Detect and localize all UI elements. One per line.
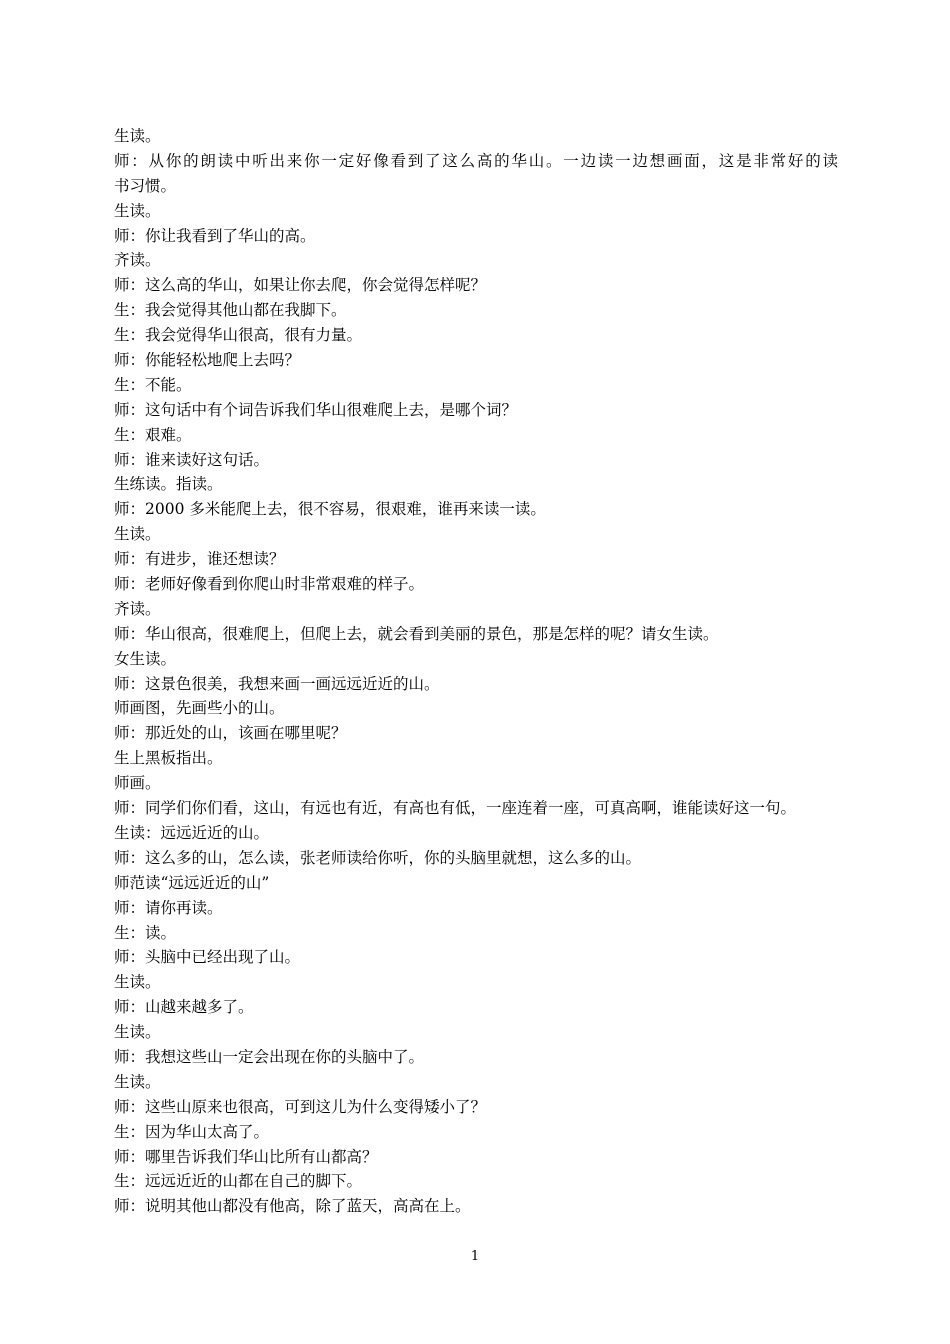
transcript-line: 师：这么多的山，怎么读，张老师读给你听，你的头脑里就想，这么多的山。 bbox=[114, 848, 642, 867]
transcript-line: 师：我想这些山一定会出现在你的头脑中了。 bbox=[114, 1047, 425, 1066]
transcript-line: 生读。 bbox=[114, 973, 161, 992]
transcript-line: 生：因为华山太高了。 bbox=[114, 1122, 270, 1141]
transcript-line: 师：你让我看到了华山的高。 bbox=[114, 226, 316, 245]
transcript-line: 师：谁来读好这句话。 bbox=[114, 450, 270, 469]
transcript-line: 师画。 bbox=[114, 774, 161, 793]
transcript-line: 书习惯。 bbox=[114, 176, 177, 195]
transcript-line: 齐读。 bbox=[114, 251, 161, 270]
transcript-line: 师：请你再读。 bbox=[114, 898, 223, 917]
transcript-line: 师：华山很高，很难爬上，但爬上去，就会看到美丽的景色，那是怎样的呢？请女生读。 bbox=[114, 624, 719, 643]
transcript-line: 生读。 bbox=[114, 127, 161, 145]
transcript-line: 师：山越来越多了。 bbox=[114, 998, 254, 1017]
transcript-body bbox=[114, 124, 838, 1219]
transcript-line: 女生读。 bbox=[114, 649, 177, 668]
transcript-line: 生：不能。 bbox=[114, 375, 192, 394]
transcript-line: 生读。 bbox=[114, 1023, 161, 1042]
transcript-line: 生读：远远近近的山。 bbox=[114, 823, 270, 842]
transcript-line: 师：同学们你们看，这山，有远也有近，有高也有低，一座连着一座，可真高啊，谁能读好这一句。 bbox=[114, 799, 797, 818]
page-number: 1 bbox=[470, 1249, 480, 1264]
transcript-line: 师：这些山原来也很高，可到这儿为什么变得矮小了？ bbox=[114, 1097, 487, 1116]
transcript-line: 师范读“远远近近的山” bbox=[114, 873, 270, 892]
transcript-line: 齐读。 bbox=[114, 599, 161, 618]
transcript-line: 师：你能轻松地爬上去吗？ bbox=[114, 351, 301, 370]
transcript-line: 生读。 bbox=[114, 201, 161, 220]
transcript-line: 生读。 bbox=[114, 1072, 161, 1091]
transcript-line: 生上黑板指出。 bbox=[114, 749, 223, 768]
transcript-line: 师：有进步，谁还想读？ bbox=[114, 550, 285, 569]
transcript-line: 师：这句话中有个词告诉我们华山很难爬上去，是哪个词？ bbox=[114, 400, 518, 419]
transcript-line: 生读。 bbox=[114, 525, 161, 544]
transcript-line: 师：老师好像看到你爬山时非常艰难的样子。 bbox=[114, 575, 425, 594]
transcript-line: 生：读。 bbox=[114, 923, 177, 942]
transcript-line: 师：头脑中已经出现了山。 bbox=[114, 948, 301, 967]
transcript-line: 师：从你的朗读中听出来你一定好像看到了这么高的华山。一边读一边想画面，这是非常好的读 bbox=[114, 151, 838, 170]
transcript-line: 生：我会觉得华山很高，很有力量。 bbox=[114, 326, 363, 345]
transcript-line: 生练读。指读。 bbox=[114, 475, 223, 494]
transcript-line: 师：哪里告诉我们华山比所有山都高？ bbox=[114, 1147, 378, 1166]
transcript-line: 师：说明其他山都没有他高，除了蓝天，高高在上。 bbox=[114, 1197, 471, 1216]
transcript-line: 生：我会觉得其他山都在我脚下。 bbox=[114, 301, 347, 320]
transcript-line: 生：远远近近的山都在自己的脚下。 bbox=[114, 1172, 363, 1191]
transcript-line: 师：那近处的山，该画在哪里呢？ bbox=[114, 724, 347, 743]
transcript-line: 师：这么高的华山，如果让你去爬，你会觉得怎样呢？ bbox=[114, 276, 487, 295]
transcript-line: 师：2000 多米能爬上去，很不容易，很艰难，谁再来读一读。 bbox=[114, 500, 546, 519]
transcript-line: 师画图，先画些小的山。 bbox=[114, 699, 285, 718]
transcript-line: 师：这景色很美，我想来画一画远远近近的山。 bbox=[114, 674, 440, 693]
transcript-line: 生：艰难。 bbox=[114, 425, 192, 444]
